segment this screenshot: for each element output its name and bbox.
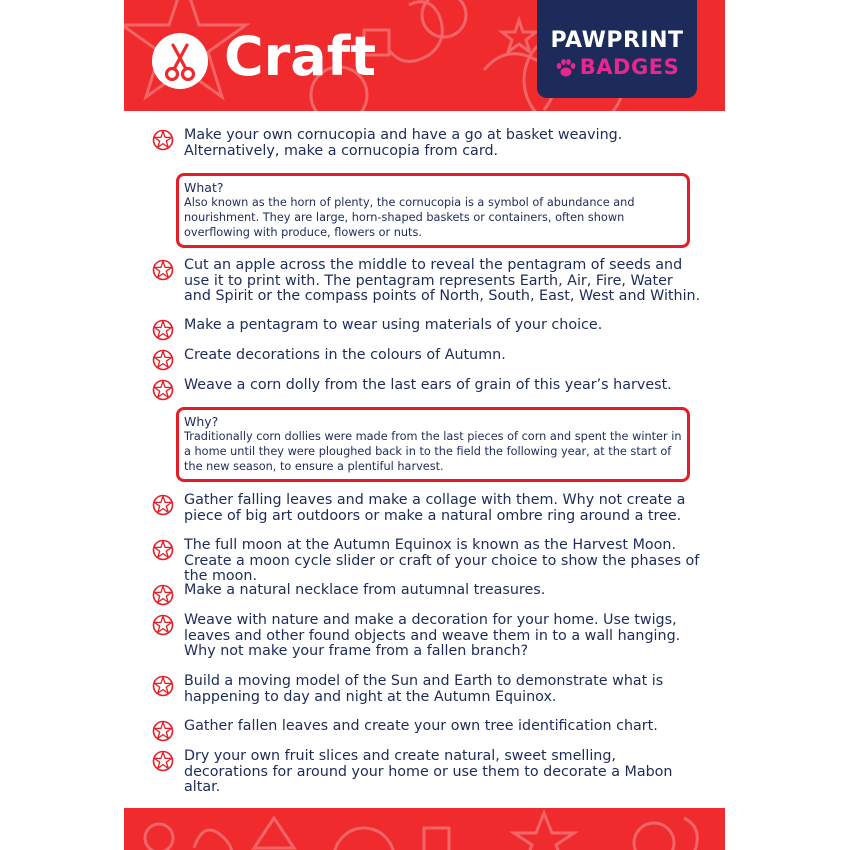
item-text: Gather fallen leaves and create your own tree identification chart. (184, 718, 658, 734)
pentagram-icon (152, 675, 174, 697)
item-text: Create decorations in the colours of Autumn. (184, 347, 506, 363)
paw-icon (555, 58, 577, 78)
pentagram-icon (152, 750, 174, 772)
pawprint-badges-logo (537, 0, 697, 98)
page-title: Craft (224, 25, 377, 88)
page-footer (124, 808, 725, 850)
item-text: Make a natural necklace from autumnal treasures. (184, 582, 546, 598)
info-box-what (176, 173, 690, 248)
footer-pattern (124, 808, 725, 850)
logo-line1: PAWPRINT (550, 28, 684, 53)
item-text: Make your own cornucopia and have a go at basket weaving. Alternatively, make a cornucopia from card. (184, 127, 623, 159)
page-header (124, 0, 725, 111)
info-box-body: Traditionally corn dollies were made from the last pieces of corn and spent the winter in a home until they were ploughed back in to the field the following year, at the start of the new season, to ensure a plentiful harvest. (184, 430, 682, 473)
info-box-heading: Why? (184, 414, 219, 429)
logo-line2: BADGES (579, 55, 680, 79)
scissors-badge (152, 33, 208, 89)
item-text: The full moon at the Autumn Equinox is known as the Harvest Moon. Create a moon cycle slider or craft of your choice to show the phases of the moon. (184, 537, 700, 584)
item-text: Weave with nature and make a decoration for your home. Use twigs, leaves and other found objects and weave them in to a wall hanging. Why not make your frame from a fallen branch? (184, 612, 681, 659)
pentagram-icon (152, 129, 174, 151)
pentagram-icon (152, 614, 174, 636)
pentagram-icon (152, 349, 174, 371)
pentagram-icon (152, 720, 174, 742)
pentagram-icon (152, 319, 174, 341)
item-text: Build a moving model of the Sun and Earth to demonstrate what is happening to day and night at the Autumn Equinox. (184, 673, 664, 705)
item-text: Make a pentagram to wear using materials of your choice. (184, 317, 603, 333)
pentagram-icon (152, 259, 174, 281)
item-text: Cut an apple across the middle to reveal the pentagram of seeds and use it to print with. The pentagram represents Earth, Air, Fire, Water and Spirit or the compass points of North, South, East, West and Within. (184, 257, 701, 304)
activity-sheet (124, 0, 725, 850)
item-text: Gather falling leaves and make a collage with them. Why not create a piece of big art outdoors or make a natural ombre ring around a tree. (184, 492, 686, 524)
scissors-icon (152, 33, 208, 89)
pentagram-icon (152, 379, 174, 401)
item-text: Dry your own fruit slices and create natural, sweet smelling, decorations for around your home or use them to decorate a Mabon altar. (184, 748, 673, 795)
info-box-why (176, 407, 690, 482)
logo-line2-wrap (537, 55, 697, 79)
item-text: Weave a corn dolly from the last ears of grain of this year’s harvest. (184, 377, 672, 393)
pentagram-icon (152, 539, 174, 561)
info-box-body: Also known as the horn of plenty, the cornucopia is a symbol of abundance and nourishment. They are large, horn-shaped baskets or containers, often shown overflowing with produce, flowers or nuts. (184, 196, 635, 239)
info-box-heading: What? (184, 180, 224, 195)
pentagram-icon (152, 494, 174, 516)
pentagram-icon (152, 584, 174, 606)
